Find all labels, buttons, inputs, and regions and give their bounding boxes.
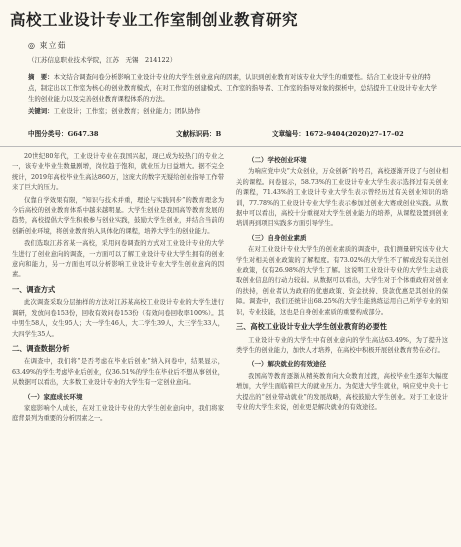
body-paragraph: 我国高等教育逐渐从精英教育向大众教育过渡，高校毕业生逐年大幅度增加，大学生面临着巨大的就业压力。为促进大学生就业，响应党中央十七大提出的“创业带动就业”的发展战略，高校鼓励大学生创业。对于工业设计专业的大学生来说，创业更是解决就业的有效途径。 (236, 372, 448, 411)
header-divider (0, 146, 461, 147)
subsection-heading: （一）家庭成长环境 (24, 392, 83, 401)
subsection-heading: （一）解决就业的有效途径 (248, 360, 326, 369)
body-paragraph: 工业设计专业的大学生中有创业意向的学生高达63.49%，为了提升这类学生的创业能力，加快人才培养，在高校中积极开展创业教育势在必行。 (236, 336, 448, 354)
body-paragraph: 我们选取江苏省某一高校，采用问卷调查的方式对工业设计专业的大学生进行了创业意向的调查，一方面可以了解工业设计专业大学生拥有的创业意向和能力，另一方面也可以分析影响工业设计专业大学生创业意向的因素。 (12, 240, 224, 279)
body-paragraph: 在调查中，我们将“是否考虑在毕业后创业”纳入问卷中，结果显示，63.49%的学生考虑毕业后创业，仅36.51%的学生在毕业后不想从事创业，从数据可以看出，大多数工业设计专业的大学生有一定创业意向。 (12, 358, 224, 387)
body-paragraph: 20世纪80年代，工业设计专业在我国兴起，现已成为较热门的专业之一，该专业毕业生数量剧增，岗位趋于饱和，就业压力日益增大。据不完全统计，2019年高校毕业生高达860万，这庞大的数字无疑给创业指导工作带来了巨大的压力。 (12, 153, 224, 192)
section-heading: 一、调查方式 (12, 284, 56, 294)
body-paragraph: 仅靠自学效果有限，“知识与技术并重，理论与实践同步”的教育理念为今后高校的创业教育体系中越来越明显。大学生创业是我国高等教育发展的趋势，高校提倡大学生积极参与创业实践，鼓励大学生创业，并结合当前的创新创业环境，将创业教育纳入具体化的课程，培养大学生的创业能力。 (12, 196, 224, 235)
keywords-text: 工业设计；工作室；创业教育；创业能力；团队协作 (53, 106, 201, 115)
paper-title: 高校工业设计专业工作室制创业教育研究 (10, 10, 299, 29)
subsection-heading: （三）自身创业素质 (248, 233, 307, 242)
article-number: 文章编号：1672–9404(2020)27–17–02 (272, 130, 404, 138)
abstract-label: 摘 要： (28, 73, 54, 81)
subsection-heading: （二）学校创业环境 (248, 156, 307, 164)
section-heading: 二、调查数据分析 (12, 343, 70, 353)
body-paragraph: 为响应党中央“大众创业，万众创新”的号召，高校逐渐开设了与创业相关的课程。问卷显示，58.73%的工业设计专业大学生表示选择过有关创业的课程，71.43%的工业设计专业大学生表示曾经历过有关创业知识的培训，77.78%的工业设计专业大学生表示参加过创业大赛或创业实践。从数据中可以看出，高校十分重视对大学生创业能力的培养，从课程设置到创业培训再到项目实践多方面引导学生。 (236, 168, 448, 228)
abstract (28, 72, 441, 106)
left-column (12, 152, 224, 427)
classification-number: 中图分类号：G647.38 (28, 130, 99, 138)
keywords (28, 106, 441, 117)
right-column (236, 152, 448, 415)
author-name: ◎ 束立茹 (28, 41, 67, 50)
body-paragraph: 在对工业设计专业大学生的创业素质的调查中，我们测量研究该专业大学生对相关创业政策的了解程度。有73.02%的大学生不了解或没有关注创业政策，仅有26.98%的大学生了解。这说明工业设计专业的大学生主动获取创业信息的行动力较弱。从数据可以看出，大学生对于个体重政府对创业的扶持，创业者认为政府的优惠政策、资金扶持、贷款优惠是其创业的保障。调查中，我们还统计出68.25%的大学生能熟练运用自己所学专业的知识，专业技能，这也是自身创业素质的重要构成部分。 (236, 246, 448, 316)
document-code: 文献标识码：B (176, 130, 222, 138)
section-heading: 三、高校工业设计专业大学生创业教育的必要性 (236, 322, 387, 332)
author-affiliation: （江苏信息职业技术学院，江苏 无锡 214122） (28, 56, 177, 64)
abstract-block (28, 72, 441, 117)
body-paragraph: 此次调查采取分层抽样的方法对江苏某高校工业设计专业的大学生进行调研，发放问卷153份，回收有效问卷153份（有效问卷回收率100%）。其中男生58人，女生95人；大一学生46人，大二学生39人，大三学生33人，大四学生35人。 (12, 299, 224, 338)
keywords-label: 关键词： (28, 106, 54, 115)
abstract-text: 本文结合调查问卷分析影响工业设计专业的大学生创业意向的因素，认识到创业教育对该专业大学生的重要性。结合工业设计专业的特点，制定出以工作室为核心的创业教育模式，在对工作室的创建模式、工作室的指导者、工作室的指导对象的探析中，总结提升工业设计专业大学生的创业能力以及完善创业教育课程体系的方法。 (28, 73, 437, 104)
body-paragraph: 家庭影响个人成长，在对工业设计专业的大学生创业意向中，我们将家庭背景列为重要的分析因素之一。 (12, 404, 224, 423)
